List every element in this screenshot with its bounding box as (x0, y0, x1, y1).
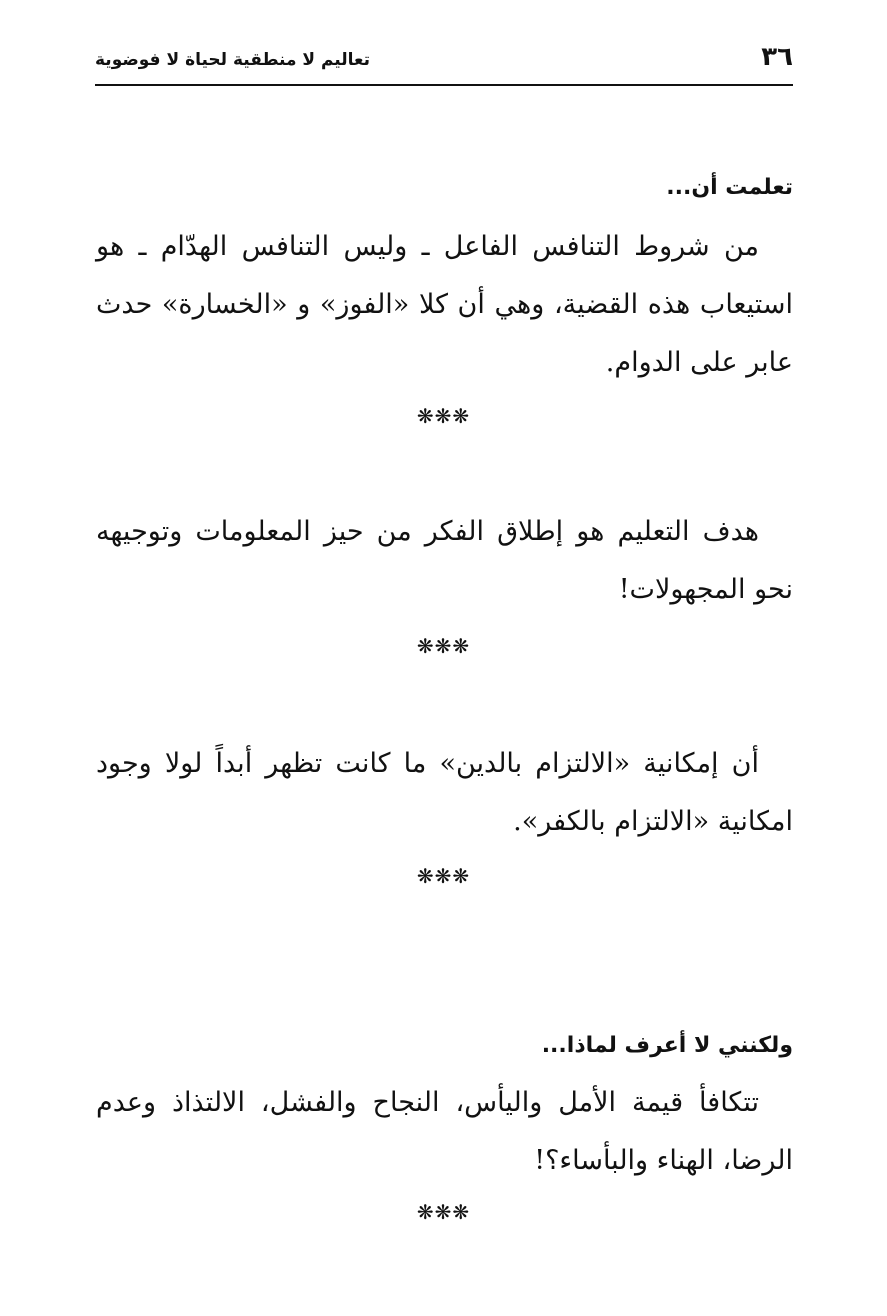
section-heading: تعلمت أن... (666, 175, 793, 200)
paragraph: هدف التعليم هو إطلاق الفكر من حيز المعلومات وتوجيهه نحو المجهولات! (96, 516, 793, 605)
page-number: ٣٦ (761, 42, 793, 72)
section-heading: ولكنني لا أعرف لماذا... (541, 1033, 793, 1058)
paragraph: أن إمكانية «الالتزام بالدين» ما كانت تظهر أبداً لولا وجود امكانية «الالتزام بالكفر». (96, 748, 793, 837)
separator-stars: ❋❋❋ (416, 1200, 471, 1224)
separator-stars: ❋❋❋ (416, 404, 471, 428)
page-header (95, 40, 793, 86)
paragraph: من شروط التنافس الفاعل ـ وليس التنافس الهدّام ـ هو استيعاب هذه القضية، وهي أن كلا «الفوز» و «الخسارة» حدث عابر على الدوام. (96, 231, 793, 378)
paragraph: تتكافأ قيمة الأمل واليأس، النجاح والفشل، الالتذاذ وعدم الرضا، الهناء والبأساء؟! (96, 1087, 793, 1176)
separator-stars: ❋❋❋ (416, 864, 471, 888)
running-title: تعاليم لا منطقية لحياة لا فوضوية (95, 50, 370, 70)
separator-stars: ❋❋❋ (416, 634, 471, 658)
